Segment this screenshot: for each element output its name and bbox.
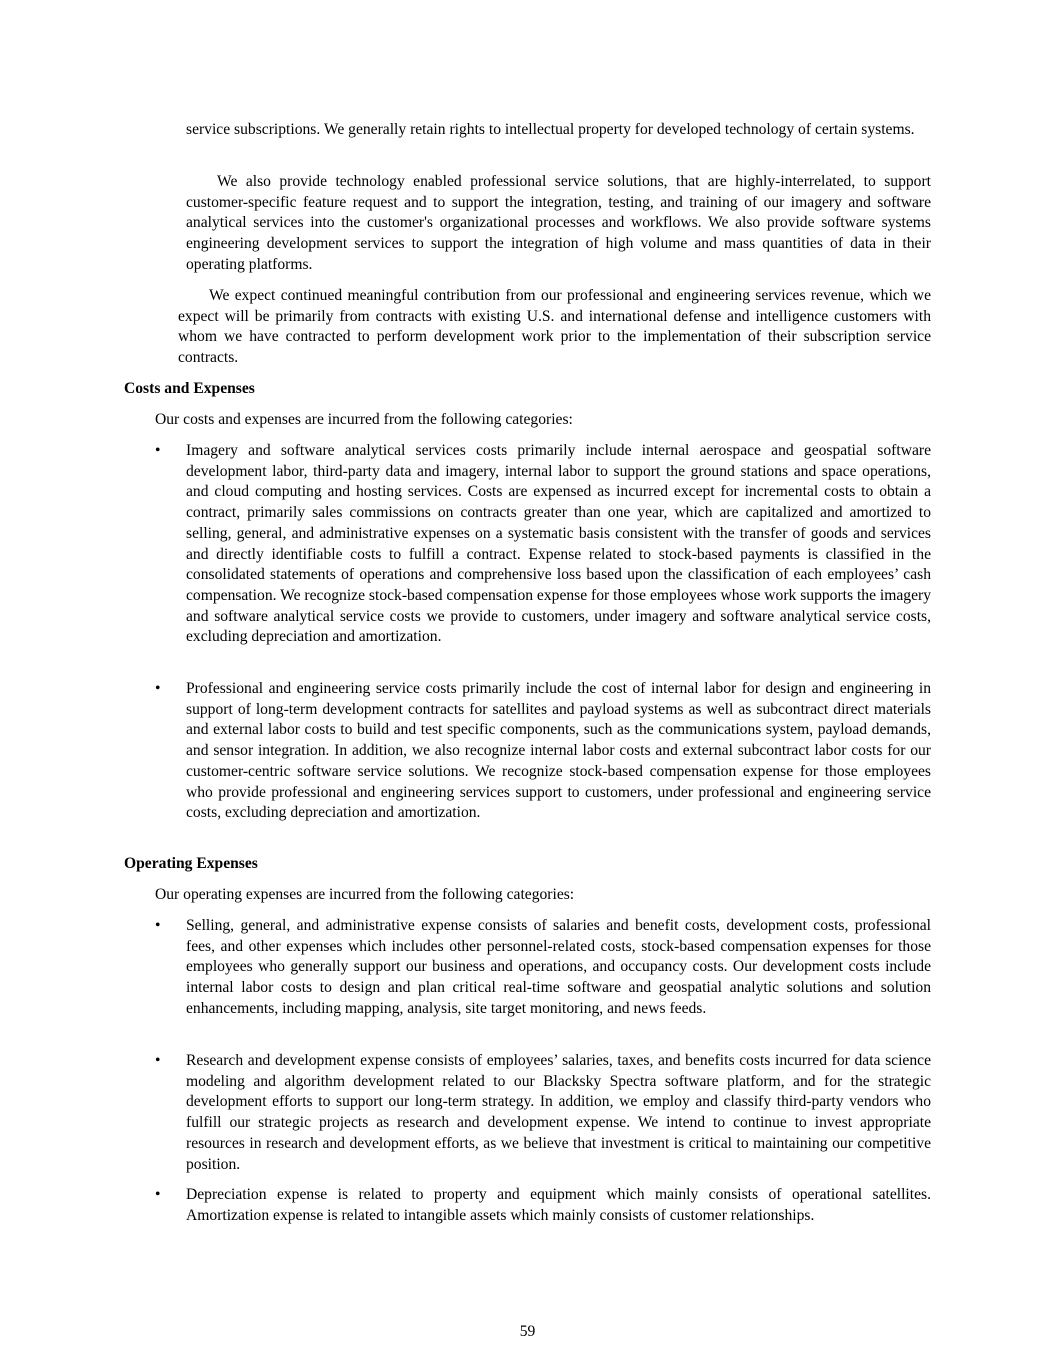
paragraph-expected-contribution: We expect continued meaningful contribution from our professional and engineering services revenue, which we expect will be primarily from contracts with existing U.S. and international defense and intelligence customers with whom we have contracted to perform development work prior to the implementation of their subscription service contracts. <box>178 287 931 367</box>
list-item <box>155 916 931 1020</box>
heading-costs-and-expenses: Costs and Expenses <box>124 380 255 397</box>
list-item-text: Research and development expense consists of employees’ salaries, taxes, and benefits costs incurred for data science modeling and algorithm development related to our Blacksky Spectra software platform, and for the strategic development efforts to support our long-term strategy. In addition, we employ and classify third-party vendors who fulfill our strategic projects as research and development expense. We intend to continue to invest appropriate resources in research and development efforts, as we believe that investment is critical to maintaining our competitive position. <box>186 1052 931 1173</box>
list-item <box>155 441 931 648</box>
list-item-text: Imagery and software analytical services costs primarily include internal aerospace and geospatial software development labor, third-party data and imagery, internal labor to support the ground stations and space operations, and cloud computing and hosting services. Costs are expensed as incurred except for incremental costs to obtain a contract, primarily sales commissions on contracts greater than one year, which are capitalized and amortized to selling, general, and administrative expenses on a systematic basis consistent with the transfer of goods and services and directly identifiable costs to fulfill a contract. Expense related to stock-based payments is classified in the consolidated statements of operations and comprehensive loss based upon the classification of each employees’ cash compensation. We recognize stock-based compensation expense for those employees whose work supports the imagery and software analytical service costs we provide to customers, under imagery and software analytical service costs, excluding depreciation and amortization. <box>186 442 932 646</box>
paragraph-continuation: service subscriptions. We generally retain rights to intellectual property for developed technology of certain systems. <box>186 121 915 138</box>
list-item-text: Professional and engineering service costs primarily include the cost of internal labor for design and engineering in support of long-term development contracts for satellites and payload systems as well as subcontract direct materials and external labor costs to build and test specific components, such as the communications system, payload demands, and sensor integration. In addition, we also recognize internal labor costs and external subcontract labor costs for our customer-centric software service solutions. We recognize stock-based compensation expense for those employees who provide professional and engineering services support to customers, under professional and engineering service costs, excluding depreciation and amortization. <box>186 680 931 822</box>
bullet-icon: • <box>155 442 161 459</box>
operating-intro: Our operating expenses are incurred from the following categories: <box>155 886 575 903</box>
costs-intro: Our costs and expenses are incurred from the following categories: <box>155 411 573 428</box>
list-item <box>155 679 931 824</box>
bullet-icon: • <box>155 917 161 934</box>
bullet-icon: • <box>155 1052 161 1069</box>
page-number: 59 <box>519 1323 536 1340</box>
heading-operating-expenses: Operating Expenses <box>124 855 258 872</box>
bullet-icon: • <box>155 680 161 697</box>
list-item-text: Depreciation expense is related to property and equipment which mainly consists of operational satellites. Amortization expense is related to intangible assets which mainly consists of customer relationships. <box>186 1186 931 1224</box>
paragraph-professional-services: We also provide technology enabled professional service solutions, that are highly-interrelated, to support customer-specific feature request and to support the integration, testing, and training of our imagery and software analytical services into the customer's organizational processes and workflows. We also provide software systems engineering development services to support the integration of high volume and mass quantities of data in their operating platforms. <box>186 173 931 273</box>
list-item <box>155 1051 931 1175</box>
bullet-icon: • <box>155 1186 161 1203</box>
list-item-text: Selling, general, and administrative expense consists of salaries and benefit costs, development costs, professional fees, and other expenses which includes other personnel-related costs, stock-based compensation expenses for those employees who generally support our business and operations, and occupancy costs. Our development costs include internal labor costs to design and plan critical real-time software and geospatial analytic solutions and solution enhancements, including mapping, analysis, site target monitoring, and news feeds. <box>186 917 931 1017</box>
list-item <box>155 1185 931 1226</box>
